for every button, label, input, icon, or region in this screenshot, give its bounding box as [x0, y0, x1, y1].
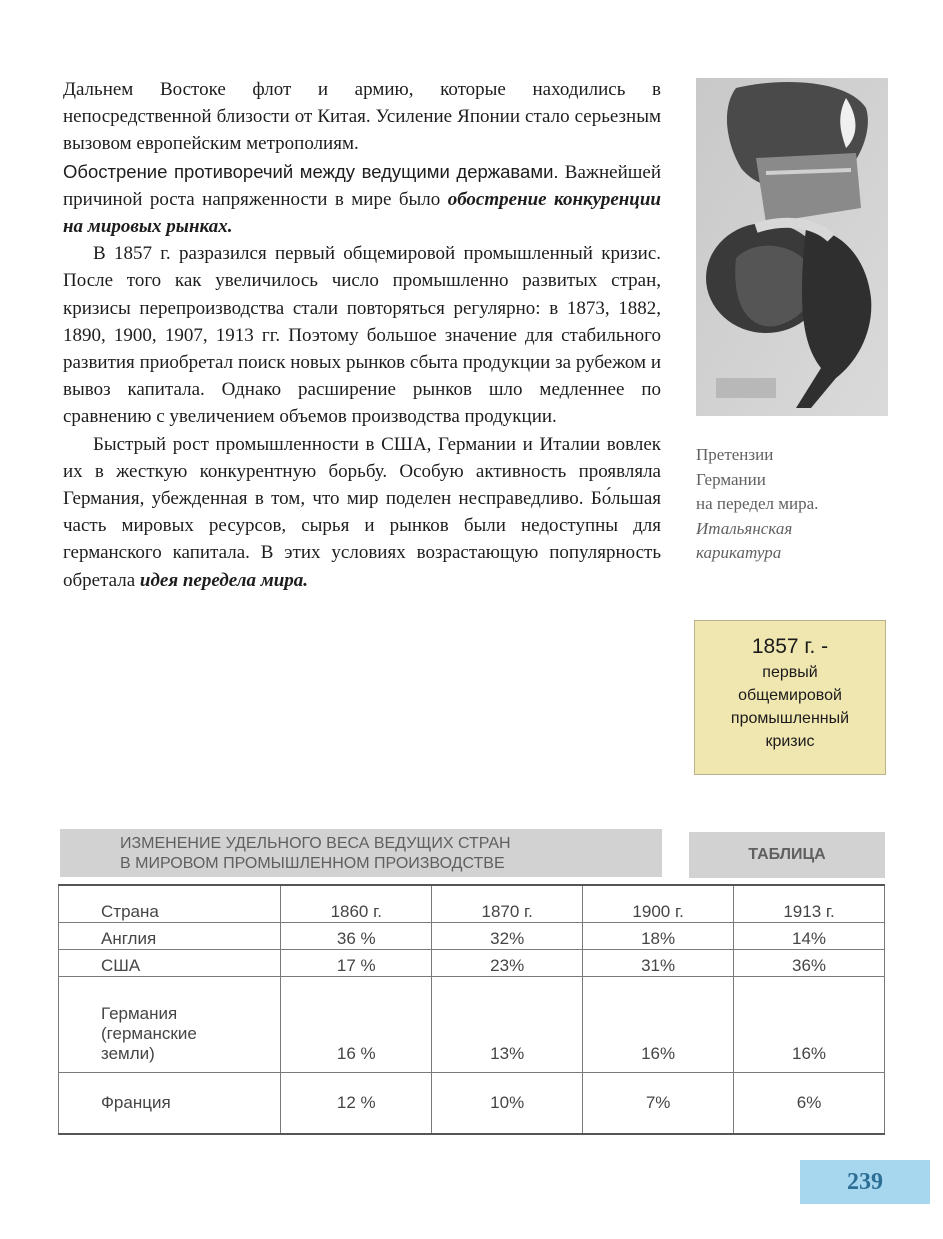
table-row — [59, 923, 885, 950]
main-text — [63, 76, 661, 594]
value-cell: 10% — [432, 1073, 583, 1135]
key-fact-callout — [694, 620, 886, 775]
value-cell: 32% — [432, 923, 583, 950]
country-cell: США — [59, 950, 281, 977]
country-line: земли) — [101, 1044, 155, 1063]
header-cell: 1870 г. — [432, 885, 583, 923]
table-title-line: ИЗМЕНЕНИЕ УДЕЛЬНОГО ВЕСА ВЕДУЩИХ СТРАН — [120, 835, 511, 852]
value-cell: 16 % — [281, 977, 432, 1073]
caption-line: карикатура — [696, 543, 782, 562]
callout-line: кризис — [765, 733, 815, 750]
table-header-row — [59, 885, 885, 923]
industry-share-table — [58, 884, 885, 1135]
value-cell: 36% — [734, 950, 885, 977]
paragraph-2-text: Важнейшей причиной роста напряженности в мире было — [63, 161, 661, 210]
value-cell: 31% — [583, 950, 734, 977]
paragraph-4-emphasis: идея передела мира. — [139, 569, 309, 591]
header-cell: 1860 г. — [281, 885, 432, 923]
section-heading: Обострение противоречий между ведущими державами. — [63, 160, 559, 182]
table-title — [60, 829, 662, 877]
paragraph-2-emphasis: обострение конкуренции на мировых рынках. — [63, 188, 661, 238]
value-cell: 18% — [583, 923, 734, 950]
caricature-illustration — [696, 78, 888, 416]
caption-line: Претензии — [696, 445, 774, 464]
callout-line: общемировой — [738, 687, 842, 704]
value-cell: 16% — [734, 977, 885, 1073]
value-cell: 16% — [583, 977, 734, 1073]
value-cell: 36 % — [281, 923, 432, 950]
paragraph-4-text: Быстрый рост промышленности в США, Германии и Италии вовлек их в жесткую конкурентную борьбу. Особую активность проявляла Германия, убежденная в том, что мир поделен несправедливо. Бо́льшая часть мировых ресурсов, сырья и рынков были недоступны для германского капитала. В этих условиях возрастающую популярность обретала — [63, 433, 661, 591]
caricature-image — [696, 78, 888, 416]
table-row — [59, 1073, 885, 1135]
caption-line: Германии — [696, 469, 766, 489]
value-cell: 17 % — [281, 950, 432, 977]
country-cell: Англия — [59, 923, 281, 950]
value-cell: 23% — [432, 950, 583, 977]
country-cell — [59, 977, 281, 1073]
country-cell: Франция — [59, 1073, 281, 1135]
table-label: ТАБЛИЦА — [689, 832, 885, 878]
value-cell: 14% — [734, 923, 885, 950]
header-cell: Страна — [59, 885, 281, 923]
callout-line: промышленный — [730, 710, 850, 727]
value-cell: 6% — [734, 1073, 885, 1135]
value-cell: 7% — [583, 1073, 734, 1135]
country-line: (германские — [101, 1024, 197, 1043]
table-row — [59, 950, 885, 977]
page-number: 239 — [800, 1160, 930, 1204]
table-title-line: В МИРОВОМ ПРОМЫШЛЕННОМ ПРОИЗВОДСТВЕ — [120, 855, 505, 872]
paragraph-3: В 1857 г. разразился первый общемировой промышленный кризис. После того как увеличилось число промышленно развитых стран, кризисы перепроизводства стали повторяться регулярно: в 1873, 1882, 1890, 1900, 1907, 1913 гг. Поэтому большое значение для стабильного развития приобретал поиск новых рынков сбыта продукции за рубежом и вывоз капитала. Однако расширение рынков шло медленнее по сравнению с увеличением объемов производства продукции. — [63, 243, 661, 428]
callout-year: 1857 г. - — [751, 635, 829, 658]
image-caption — [696, 443, 896, 566]
paragraph-4 — [63, 431, 661, 594]
header-cell: 1913 г. — [734, 885, 885, 923]
caption-line: на передел мира. — [696, 494, 819, 513]
value-cell: 13% — [432, 977, 583, 1073]
caption-line: Итальянская — [696, 518, 793, 538]
paragraph-1: Дальнем Востоке флот и армию, которые находились в непосредственной близости от Китая. Усиление Японии стало серьезным вызовом европейским метрополиям. — [63, 79, 661, 155]
callout-line: первый — [762, 664, 818, 681]
paragraph-2 — [63, 158, 661, 241]
value-cell: 12 % — [281, 1073, 432, 1135]
country-line: Германия — [101, 1004, 178, 1023]
table-row — [59, 977, 885, 1073]
header-cell: 1900 г. — [583, 885, 734, 923]
